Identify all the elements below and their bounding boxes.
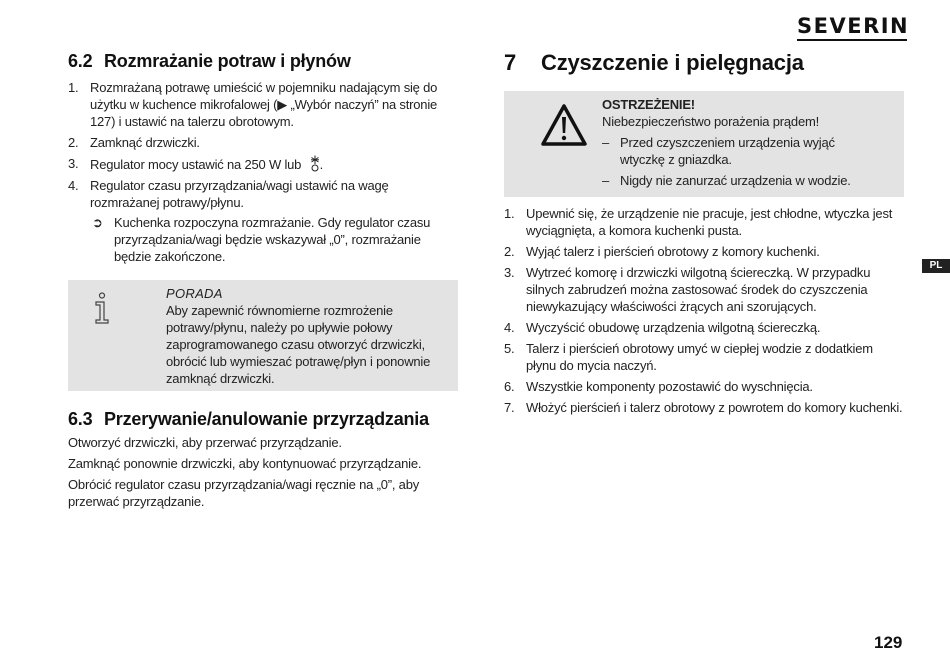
section-6-3-heading [68,408,458,430]
list-item [504,399,904,416]
tip-box [68,280,458,391]
list-item [602,134,876,168]
step-number: 7. [504,400,515,415]
paragraph: Obrócić regulator czasu przyrządzania/wagi ręcznie na „0”, aby przerwać przyrządzanie. [68,477,420,509]
list-item [68,177,458,265]
tip-title: PORADA [166,286,223,301]
section-title: Przerywanie/anulowanie przyrządzania [104,409,429,429]
step-text: Upewnić się, że urządzenie nie pracuje, jest chłodne, wtyczka jest wyciągnięta, a komora kuchenki pusta. [526,206,893,238]
list-item [68,134,458,151]
defrost-steps [68,79,458,265]
list-item [504,340,904,374]
step-number: 1. [504,206,515,221]
page-number: 129 [874,633,903,652]
step-number: 2. [68,135,79,150]
left-column [68,50,458,514]
section-number: 7 [504,50,517,75]
section-6-2-heading [68,50,458,72]
language-tab: PL [922,259,950,273]
list-item [68,79,458,130]
step-text: Wytrzeć komorę i drzwiczki wilgotną ściereczką. W przypadku silnych zabrudzeń można zastosować środek do czyszczenia niewykazujący właściwości żrących ani szorujących. [526,265,871,314]
logo-underline [797,39,907,41]
warning-item-text: Przed czyszczeniem urządzenia wyjąć wtyczkę z gniazdka. [620,135,835,167]
section-6-3-body [68,434,458,510]
section-7-heading [504,50,904,76]
warning-triangle-icon [540,103,588,147]
step-number: 3. [504,265,515,280]
step-text: Włożyć pierścień i talerz obrotowy z powrotem do komory kuchenki. [526,400,903,415]
dash-bullet: – [602,173,610,188]
result-arrow-icon: ➲ [92,215,103,230]
step-number: 1. [68,80,79,95]
list-item [504,378,904,395]
dash-bullet: – [602,135,610,150]
step-text-end: . [319,157,324,172]
result-note [90,214,458,265]
right-column [504,50,904,420]
step-text: Talerz i pierścień obrotowy umyć w ciepłej wodzie z dodatkiem płynu do mycia naczyń. [526,341,873,373]
defrost-icon [310,155,320,172]
warning-box [504,91,904,197]
step-text: Wyczyścić obudowę urządzenia wilgotną ściereczką. [526,320,821,335]
step-text: Regulator czasu przyrządzania/wagi ustawić na wagę rozmrażanej potrawy/płynu. [90,178,389,210]
brand-name: SEVERIN [797,14,910,38]
result-text: Kuchenka rozpoczyna rozmrażanie. Gdy regulator czasu przyrządzania/wagi będzie wskazywał „0”, rozmrażanie będzie zakończone. [114,215,431,264]
step-text: Wyjąć talerz i pierścień obrotowy z komory kuchenki. [526,244,820,259]
warning-item-text: Nigdy nie zanurzać urządzenia w wodzie. [620,173,851,188]
list-item [504,264,904,315]
warning-subtitle: Niebezpieczeństwo porażenia prądem! [602,114,820,129]
info-icon [92,292,112,326]
step-text: Wszystkie komponenty pozostawić do wyschnięcia. [526,379,813,394]
cleaning-steps [504,205,904,416]
list-item [504,205,904,239]
step-text: Zamknąć drzwiczki. [90,135,200,150]
section-number: 6.2 [68,51,93,71]
section-title: Czyszczenie i pielęgnacja [541,50,804,75]
step-number: 4. [504,320,515,335]
paragraph: Otworzyć drzwiczki, aby przerwać przyrządzanie. [68,435,342,450]
warning-title: OSTRZEŻENIE! [602,97,695,112]
step-text: Regulator mocy ustawić na 250 W lub [90,157,302,172]
list-item [504,243,904,260]
step-number: 4. [68,178,79,193]
warning-list [602,134,876,189]
list-item [68,155,458,173]
step-number: 6. [504,379,515,394]
step-text: Rozmrażaną potrawę umieścić w pojemniku nadającym się do użytku w kuchence mikrofalowej (▶ „Wybór naczyń” na stronie 127) i ustawić na talerzu obrotowym. [90,80,438,129]
list-item [602,172,876,189]
step-number: 2. [504,244,515,259]
section-title: Rozmrażanie potraw i płynów [104,51,351,71]
paragraph: Zamknąć ponownie drzwiczki, aby kontynuować przyrządzanie. [68,456,422,471]
step-number: 3. [68,156,79,171]
list-item [504,319,904,336]
brand-logo [797,14,910,41]
step-number: 5. [504,341,515,356]
tip-text: Aby zapewnić równomierne rozmrożenie potrawy/płynu, należy po upływie połowy zaprogramowanego czasu otworzyć drzwiczki, obrócić lub wymieszać potrawę/płyn i ponownie zamknąć drzwiczki. [166,303,431,386]
section-number: 6.3 [68,409,93,429]
